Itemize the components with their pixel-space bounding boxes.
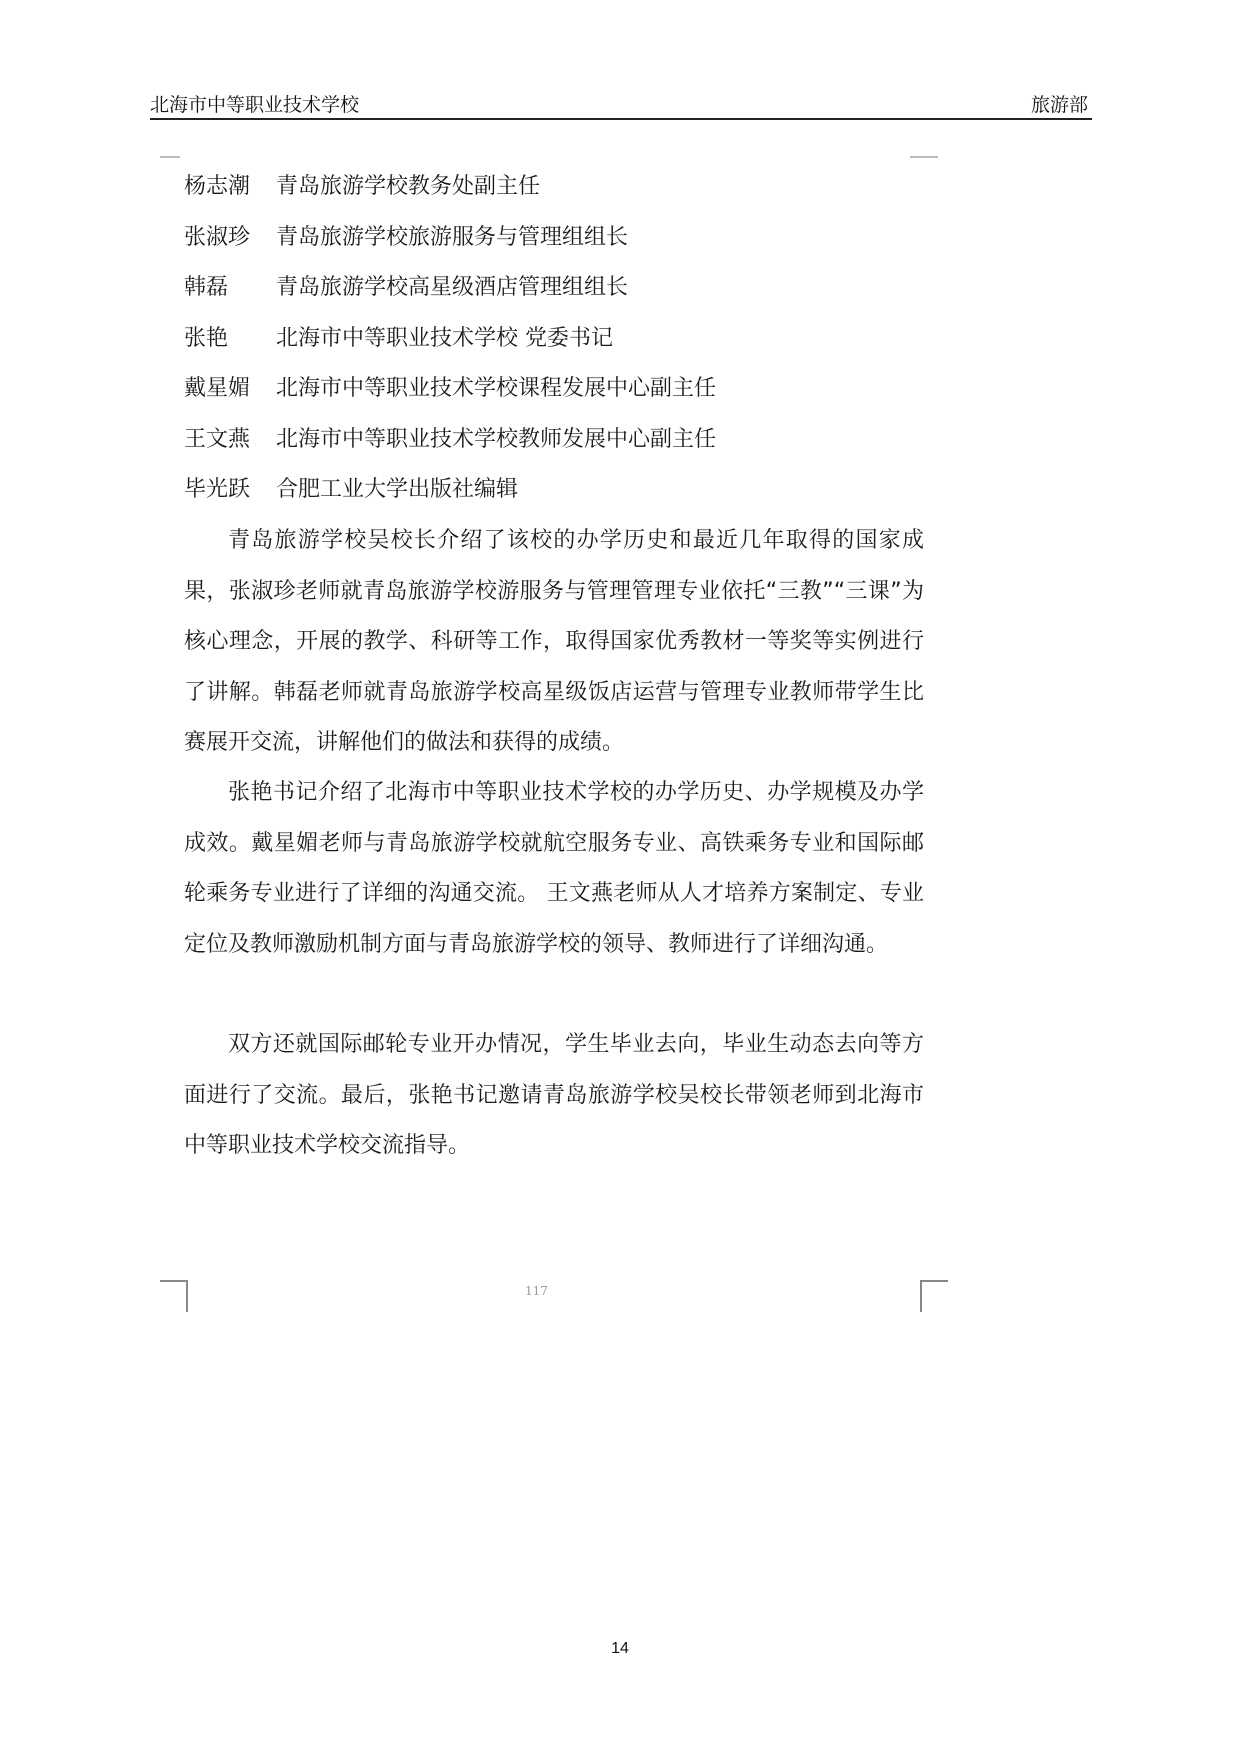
crop-mark-top-right: [910, 156, 938, 158]
member-row: [184, 162, 716, 213]
member-row: [184, 364, 716, 415]
member-row: [184, 213, 716, 264]
member-name: 杨志潮: [184, 174, 251, 199]
member-row: [184, 465, 716, 516]
header-department: 旅游部: [1030, 94, 1088, 116]
member-name: 戴星媚: [184, 376, 251, 401]
member-name: 毕光跃: [184, 477, 251, 502]
member-title: 青岛旅游学校教务处副主任: [276, 174, 541, 199]
page-header: [150, 88, 1092, 120]
scanned-page: [150, 150, 950, 1320]
member-title: 北海市中等职业技术学校 党委书记: [276, 325, 613, 351]
paragraph-conclusion: 双方还就国际邮轮专业开办情况，学生毕业去向，毕业生动态去向等方面进行了交流。最后，张艳书记邀请青岛旅游学校吴校长带领老师到北海市中等职业技术学校交流指导。: [184, 1032, 924, 1158]
crop-mark-bottom-right: [920, 1280, 948, 1312]
member-name: 张淑珍: [184, 224, 251, 250]
member-row: [184, 263, 716, 314]
paragraph-school-introduction: 张艳书记介绍了北海市中等职业技术学校的办学历史、办学规模及办学成效。戴星媚老师与青岛旅游学校就航空服务专业、高铁乘务专业和国际邮轮乘务专业进行了详细的沟通交流。 王文燕老师从人才培养方案制定、专业定位及教师激励机制方面与青岛旅游学校的领导、教师进行了详细沟通。: [184, 780, 924, 957]
member-title: 青岛旅游学校旅游服务与管理组组长: [276, 224, 629, 250]
member-row: [184, 415, 716, 466]
member-title: 北海市中等职业技术学校课程发展中心副主任: [276, 376, 717, 401]
member-name: 张艳: [184, 325, 229, 351]
crop-mark-bottom-left: [160, 1280, 188, 1312]
member-name: 王文燕: [184, 426, 251, 452]
member-title: 青岛旅游学校高星级酒店管理组组长: [276, 275, 629, 300]
member-name: 韩磊: [184, 275, 229, 300]
scanned-page-number: 117: [525, 1284, 548, 1298]
paragraph-exchange-intro: 青岛旅游学校吴校长介绍了该校的办学历史和最近几年取得的国家成果，张淑珍老师就青岛旅游学校游服务与管理管理专业依托“三教”“三课”为核心理念，开展的教学、科研等工作，取得国家优秀教材一等奖等实例进行了讲解。韩磊老师就青岛旅游学校高星级饭店运营与管理专业教师带学生比赛展开交流，讲解他们的做法和获得的成绩。: [184, 528, 924, 755]
header-school-name: 北海市中等职业技术学校: [150, 94, 360, 116]
member-title: 合肥工业大学出版社编辑: [276, 477, 519, 502]
page-number: 14: [611, 1640, 629, 1657]
crop-mark-top-left: [160, 156, 180, 158]
member-title: 北海市中等职业技术学校教师发展中心副主任: [276, 426, 717, 452]
delegation-member-list: [184, 162, 716, 516]
member-row: [184, 314, 716, 365]
